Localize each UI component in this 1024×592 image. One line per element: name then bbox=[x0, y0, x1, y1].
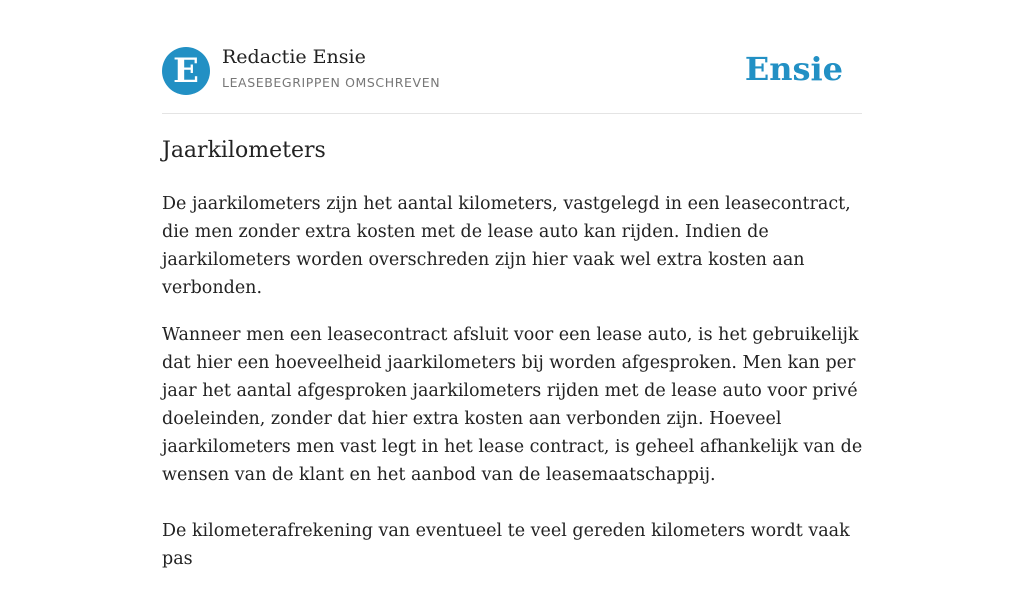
article-paragraph: Wanneer men een leasecontract afsluit voor een lease auto, is het gebruikelijk dat hier een hoeveelheid jaarkilometers bij worden afgesproken. Men kan per jaar het aantal afgesproken jaarkilometers rijden met de lease auto voor privé doeleinden, zonder dat hier extra kosten aan verbonden zijn. Hoeveel jaarkilometers men vast legt in het lease contract, is geheel afhankelijk van de wensen van de klant en het aanbod van de leasemaatschappij. bbox=[162, 325, 863, 485]
author-subtitle: LEASEBEGRIPPEN OMSCHREVEN bbox=[222, 75, 441, 90]
article-paragraph: De jaarkilometers zijn het aantal kilometers, vastgelegd in een leasecontract, die men zonder extra kosten met de lease auto kan rijden. Indien de jaarkilometers worden overschreden zijn hier vaak wel extra kosten aan verbonden. bbox=[162, 194, 851, 298]
article-title: Jaarkilometers bbox=[162, 138, 326, 163]
header-divider bbox=[162, 113, 862, 114]
article-body bbox=[162, 190, 868, 592]
brand-logo[interactable]: Ensie bbox=[744, 50, 843, 88]
header bbox=[162, 46, 862, 96]
article-paragraph: De kilometerafrekening van eventueel te veel gereden kilometers wordt vaak pas bbox=[162, 521, 850, 569]
author-name[interactable]: Redactie Ensie bbox=[222, 46, 366, 68]
author-avatar[interactable]: E bbox=[162, 47, 210, 95]
